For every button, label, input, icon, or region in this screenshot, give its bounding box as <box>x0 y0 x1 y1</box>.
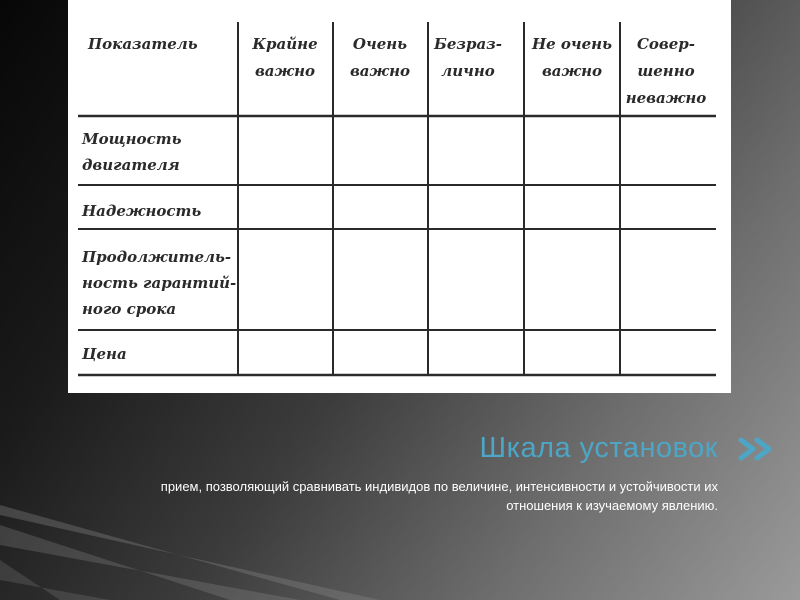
header-line: Не очень <box>531 35 613 53</box>
row-price <box>81 345 127 363</box>
header-line: шенно <box>637 62 695 80</box>
header-line: Совер- <box>636 35 696 53</box>
row-label-line: Продолжитель- <box>82 248 232 266</box>
survey-table-image <box>68 0 731 393</box>
header-line: Крайне <box>252 35 318 53</box>
header-not-very-important <box>531 35 612 80</box>
row-engine-power <box>81 130 182 174</box>
header-line: важно <box>349 62 411 80</box>
header-line: важно <box>541 62 603 80</box>
row-warranty-duration <box>81 248 236 318</box>
header-line: важно <box>254 62 316 80</box>
header-completely-unimportant <box>626 35 707 107</box>
header-indicator-line: Показатель <box>88 35 198 53</box>
header-extremely-important <box>251 35 317 80</box>
row-label-line: ность гарантий- <box>82 274 237 292</box>
row-label-line: Мощность <box>82 130 182 148</box>
header-very-important <box>350 35 410 80</box>
double-chevron-right-icon <box>738 436 778 462</box>
header-line: Очень <box>352 35 408 53</box>
survey-table <box>68 0 731 393</box>
row-label-line: двигателя <box>82 156 180 174</box>
header-indifferent <box>433 35 502 80</box>
row-label-line: Цена <box>82 345 127 363</box>
slide-title: Шкала установок <box>479 432 718 464</box>
header-indicator <box>87 35 198 53</box>
header-line: неважно <box>625 89 707 107</box>
row-reliability <box>81 202 201 220</box>
header-line: Безраз- <box>434 35 502 53</box>
row-label-line: Надежность <box>82 202 202 220</box>
row-label-line: ного срока <box>82 300 177 318</box>
header-line: лично <box>441 62 495 80</box>
slide-description: прием, позволяющий сравнивать индивидов по величине, интенсивности и устойчивости их отношения к изучаемому явлению. <box>160 479 718 513</box>
